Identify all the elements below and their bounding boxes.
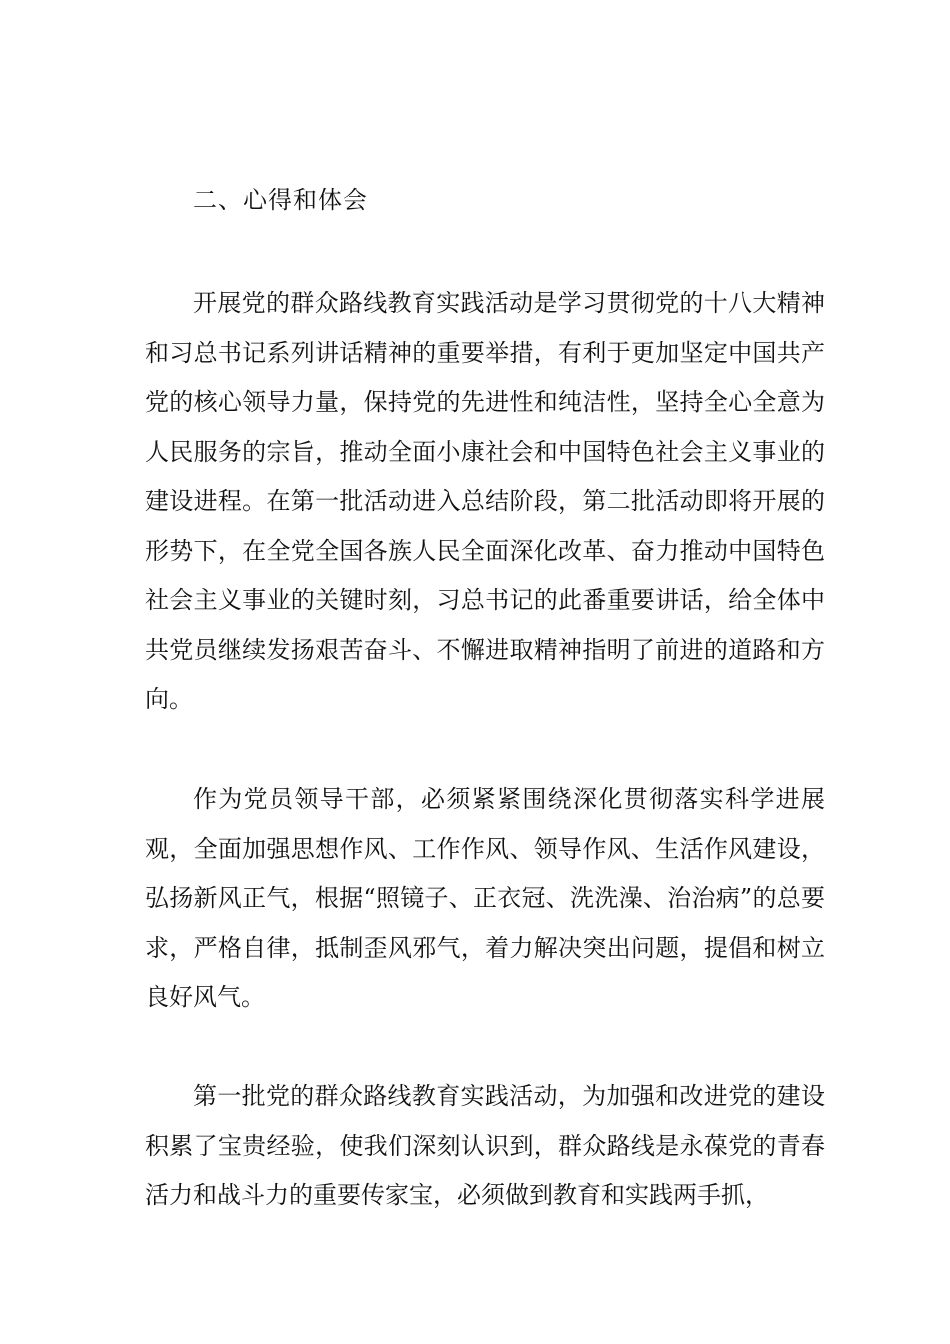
paragraph-2: 作为党员领导干部，必须紧紧围绕深化贯彻落实科学进展观，全面加强思想作风、工作作风、领导作风、生活作风建设，弘扬新风正气，根据“照镜子、正衣冠、洗洗澡、治治病”的总要求，严格自律，抵制歪风邪气，着力解决突出问题，提倡和树立良好风气。 (145, 785, 825, 1011)
section-heading: 二、心得和体会 (193, 186, 368, 214)
paragraph-3: 第一批党的群众路线教育实践活动，为加强和改进党的建设积累了宝贵经验，使我们深刻认识到，群众路线是永葆党的青春活力和战斗力的重要传家宝，必须做到教育和实践两手抓， (145, 1082, 825, 1209)
paragraph-1: 开展党的群众路线教育实践活动是学习贯彻党的十八大精神和习总书记系列讲话精神的重要举措，有利于更加坚定中国共产党的核心领导力量，保持党的先进性和纯洁性，坚持全心全意为人民服务的宗旨，推动全面小康社会和中国特色社会主义事业的建设进程。在第一批活动进入总结阶段，第二批活动即将开展的形势下，在全党全国各族人民全面深化改革、奋力推动中国特色社会主义事业的关键时刻，习总书记的此番重要讲话，给全体中共党员继续发扬艰苦奋斗、不懈进取精神指明了前进的道路和方向。 (145, 289, 825, 713)
